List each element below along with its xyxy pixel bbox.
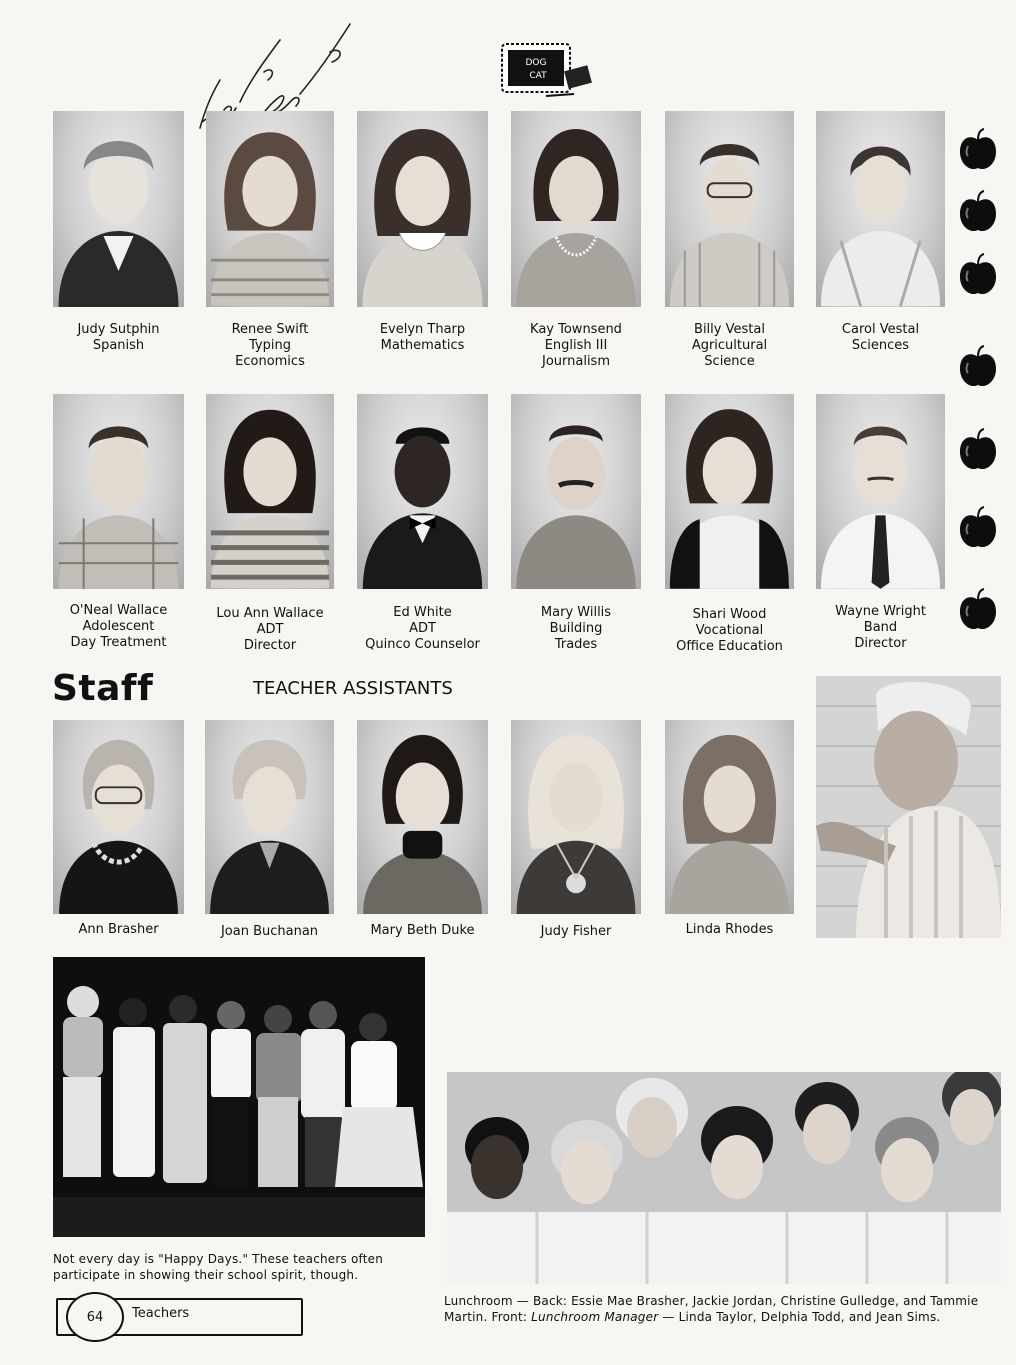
portrait-photo (357, 394, 488, 589)
teacher-caption: Lou Ann Wallace ADT Director (216, 606, 324, 653)
portrait-photo (511, 394, 641, 589)
teacher-caption: Wayne Wright Band Director (835, 604, 926, 651)
portrait-photo (357, 720, 488, 914)
teacher-caption: Shari Wood Vocational Office Education (676, 607, 783, 654)
lunchroom-caption-line-2: Martin. Front: Lunchroom Manager — Linda Taylor, Delphia Todd, and Jean Sims. (444, 1310, 941, 1324)
portrait-photo (511, 111, 641, 307)
photo-caption-happy-days: Not every day is "Happy Days." These teachers often participate in showing their school spirit, though. (53, 1252, 384, 1282)
teacher-caption: Judy Sutphin Spanish (77, 322, 160, 353)
portrait-photo (206, 111, 334, 307)
teacher-caption: Evelyn Tharp Mathematics (379, 322, 466, 353)
portrait-photo (53, 394, 184, 589)
apple-icon (956, 345, 1000, 389)
portrait-photo (816, 394, 945, 589)
apple-icon (956, 128, 1000, 172)
apple-icon (956, 588, 1000, 632)
svg-text:Best Wishes: Best Wishes (180, 10, 186, 11)
portrait-photo (357, 111, 488, 307)
portrait-photo (665, 394, 794, 589)
portrait-photo (665, 111, 794, 307)
slate-word-1: DOG (525, 58, 547, 68)
section-label: Teachers (132, 1306, 190, 1321)
portrait-photo (206, 394, 334, 589)
section-heading-staff: Staff (52, 668, 154, 709)
apple-icon (956, 253, 1000, 297)
assistant-caption: Ann Brasher (78, 922, 159, 937)
candid-photo-man-pointing (816, 676, 1001, 938)
subheading-teacher-assistants: TEACHER ASSISTANTS (253, 678, 453, 699)
teacher-caption: Carol Vestal Sciences (841, 322, 920, 353)
assistant-caption: Mary Beth Duke (370, 923, 475, 938)
apple-icon (956, 428, 1000, 472)
slate-chalkboard-logo (496, 38, 596, 100)
portrait-photo (511, 720, 641, 914)
candid-photo-lunchroom (447, 1072, 1001, 1284)
photo-caption-lunchroom (444, 1293, 1016, 1325)
portrait-photo (53, 720, 184, 914)
slate-word-2: CAT (529, 71, 547, 81)
portrait-photo (205, 720, 334, 914)
apple-icon (956, 506, 1000, 550)
assistant-caption: Joan Buchanan (220, 924, 319, 939)
assistant-caption: Linda Rhodes (685, 922, 774, 937)
teacher-caption: Ed White ADT Quinco Counselor (365, 605, 480, 652)
portrait-photo (53, 111, 184, 307)
portrait-photo (816, 111, 945, 307)
lunchroom-caption-line-1: Lunchroom — Back: Essie Mae Brasher, Jackie Jordan, Christine Gulledge, and Tammie (444, 1294, 979, 1308)
candid-photo-happy-days (53, 957, 425, 1237)
teacher-caption: Mary Willis Building Trades (540, 605, 612, 652)
teacher-caption: Kay Townsend English III Journalism (530, 322, 622, 369)
teacher-caption: Renee Swift Typing Economics (231, 322, 309, 369)
assistant-caption: Judy Fisher (540, 924, 612, 939)
teacher-caption: Billy Vestal Agricultural Science (691, 322, 768, 369)
teacher-caption: O'Neal Wallace Adolescent Day Treatment (69, 603, 168, 650)
apple-icon (956, 190, 1000, 234)
portrait-photo (665, 720, 794, 914)
page-number: 64 (66, 1292, 124, 1342)
